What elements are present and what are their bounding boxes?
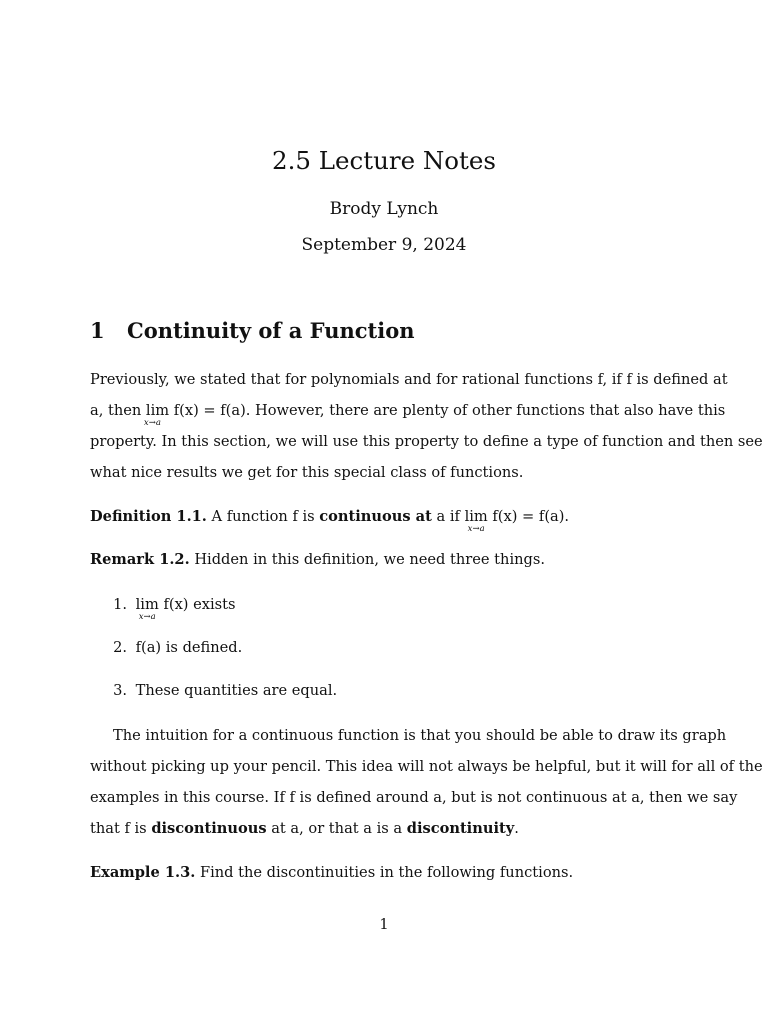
term-discontinuity: discontinuity — [406, 820, 515, 837]
paragraph-1-line-2 — [90, 401, 726, 428]
paragraph-1-line-1: Previously, we stated that for polynomials and for rational functions f, if f is defined at — [90, 371, 728, 388]
list-item-text: f(a) is defined. — [135, 639, 243, 656]
page-number: 1 — [379, 916, 389, 933]
document-author: Brody Lynch — [329, 199, 439, 219]
list-item-text: These quantities are equal. — [135, 682, 338, 699]
list-item-limit — [135, 595, 159, 622]
definition-text-c: f(x) = f(a). — [492, 508, 570, 525]
list-item-number: 3. — [113, 682, 127, 699]
limit-subscript: x→a — [138, 612, 156, 622]
paragraph-2-line-2: without picking up your pencil. This idea will not always be helpful, but it will for all of the — [90, 758, 763, 775]
list-item — [90, 681, 678, 701]
remark-text: Hidden in this definition, we need three things. — [194, 551, 545, 568]
limit-expression — [143, 401, 170, 428]
term-discontinuous: discontinuous — [151, 820, 267, 837]
paragraph-2-line-3: examples in this course. If f is defined around a, but is not continuous at a, then we say — [90, 789, 738, 806]
paragraph-1-line-2-end: f(x) = f(a). However, there are plenty of other functions that also have this — [173, 402, 726, 419]
document-date: September 9, 2024 — [301, 235, 467, 255]
definition-block — [90, 507, 678, 534]
section-title: Continuity of a Function — [127, 318, 415, 343]
definition-limit — [464, 507, 488, 534]
list-item-number: 2. — [113, 639, 127, 656]
list-item-text: f(x) exists — [163, 596, 236, 613]
definition-term: continuous at — [319, 508, 432, 525]
limit-subscript: x→a — [143, 418, 161, 428]
example-text: Find the discontinuities in the following functions. — [199, 864, 574, 881]
example-label: Example 1.3. — [90, 864, 196, 881]
paragraph-2-line-4 — [90, 819, 678, 839]
section-heading — [90, 318, 414, 343]
paragraph-1-line-2-start: a, then — [90, 402, 142, 419]
paragraph-2-line-1: The intuition for a continuous function is that you should be able to draw its graph — [113, 727, 727, 744]
limit-word: lim — [464, 508, 488, 525]
paragraph-2-line-4-b: at a, or that a is a — [271, 820, 403, 837]
example-block — [90, 863, 678, 883]
document-title: 2.5 Lecture Notes — [272, 146, 496, 175]
remark-block — [90, 550, 678, 570]
remark-label: Remark 1.2. — [90, 551, 190, 568]
list-item-number: 1. — [113, 596, 127, 613]
paragraph-2-line-4-c: . — [514, 820, 519, 837]
list-item — [90, 638, 678, 658]
paragraph-2-line-4-a: that f is — [90, 820, 147, 837]
definition-text-a: A function f is — [211, 508, 315, 525]
definition-text-b: a if — [436, 508, 460, 525]
definition-label: Definition 1.1. — [90, 508, 207, 525]
limit-subscript: x→a — [467, 524, 485, 534]
list-item — [90, 595, 678, 622]
paragraph-1-line-4: what nice results we get for this special class of functions. — [90, 464, 524, 481]
limit-word: lim — [135, 596, 159, 613]
limit-word: lim — [145, 402, 170, 419]
section-number: 1 — [90, 318, 105, 343]
paragraph-1-line-3: property. In this section, we will use this property to define a type of function and then see — [90, 433, 763, 450]
